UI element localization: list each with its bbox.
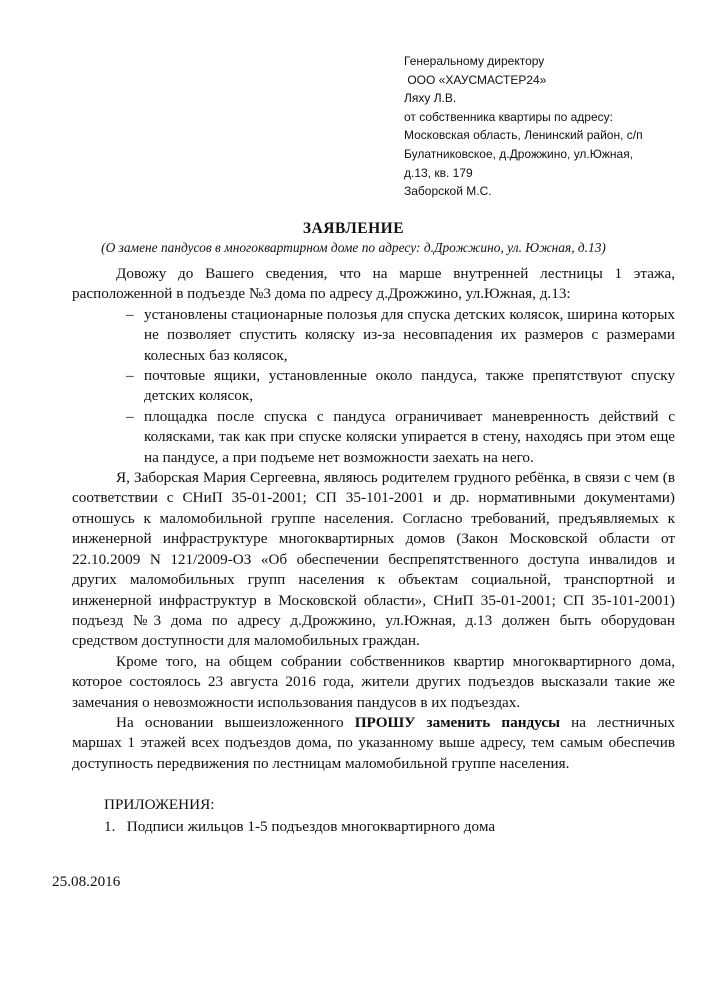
addressee-line: Заборской М.С. <box>404 184 492 199</box>
document-date: 25.08.2016 <box>52 873 121 890</box>
issue-text: установлены стационарные полозья для спуска детских колясок, ширина которых не позволяет спустить коляску из-за несовпадения их размеров с размерами колесных баз колясок, <box>144 305 675 364</box>
meeting-paragraph: Кроме того, на общем собрании собственников квартир многоквартирного дома, которое состоялось 23 августа 2016 года, жители других подъездов высказали такие же замечания о невозможности использования пандусов в их подъездах. <box>72 652 675 711</box>
document-title: ЗАЯВЛЕНИЕ <box>302 220 405 237</box>
issue-text: почтовые ящики, установленные около пандуса, также препятствуют спуску детских колясок, <box>144 367 675 405</box>
attachment-item <box>104 816 664 838</box>
list-item <box>72 305 675 366</box>
request-before: На основании вышеизложенного <box>116 713 355 731</box>
addressee-line: Генеральному директору <box>404 54 545 68</box>
attachments-block <box>104 794 664 837</box>
addressee-block <box>404 52 684 201</box>
addressee-line: ООО «ХАУСМАСТЕР24» <box>404 72 547 87</box>
parent-paragraph: Я, Заборская Мария Сергеевна, являюсь родителем грудного ребёнка, в связи с чем (в соответствии с СНиП 35-01-2001; СП 35-101-2001 и др. нормативными документами) отношусь к маломобильной группе населения. Согласно требований, предъявляемых к инженерной инфраструктуре многоквартирных домов (Закон Московской области от 22.10.2009 N 121/2009-ОЗ «Об обеспечении беспрепятственного доступа инвалидов и других маломобильных групп населения к объектам социальной, транспортной и инженерной инфраструктур в Московской области», СНиП 35-01-2001; СП 35-101-2001) подъезд №3 дома по адресу д.Дрожжино, ул.Южная, д.13 должен быть оборудован средством доступности для маломобильных граждан. <box>72 469 675 650</box>
dash-bullet: – <box>126 367 134 385</box>
list-item <box>72 366 675 407</box>
intro-paragraph: Довожу до Вашего сведения, что на марше внутренней лестницы 1 этажа, расположенной в подъезде №3 дома по адресу д.Дрожжино, ул.Южная, д.13: <box>72 265 675 303</box>
request-after: на лестничных маршах 1 этажей всех подъездов дома, по указанному выше адресу, тем самым обеспечив доступность передвижения по лестницам маломобильной группе населения. <box>72 713 675 772</box>
issues-list <box>72 305 675 468</box>
addressee-line: Булатниковское, д.Дрожжино, ул.Южная, <box>404 146 634 161</box>
dash-bullet: – <box>126 305 134 323</box>
addressee-line: Московская область, Ленинский район, с/п <box>404 128 643 143</box>
document-body <box>72 264 675 774</box>
request-bold: ПРОШУ заменить пандусы <box>354 713 560 731</box>
addressee-line: от собственника квартиры по адресу: <box>404 109 613 124</box>
addressee-line: Ляху Л.В. <box>404 91 457 106</box>
attachments-heading: ПРИЛОЖЕНИЯ: <box>104 796 215 813</box>
request-paragraph <box>72 713 675 774</box>
addressee-line: д.13, кв. 179 <box>404 165 473 180</box>
attachment-text: Подписи жильцов 1-5 подъездов многоквартирного дома <box>123 817 496 835</box>
document-subtitle: (О замене пандусов в многоквартирном доме по адресу: д.Дрожжино, ул. Южная, д.13) <box>101 240 606 255</box>
attachment-number: 1. <box>104 817 116 835</box>
dash-bullet: – <box>126 407 134 425</box>
issue-text: площадка после спуска с пандуса ограничивает маневренность действий с колясками, так как при спуске коляски упирается в стену, находясь при этом еще на пандусе, а при подъеме нет возможности заехать на него. <box>144 407 675 466</box>
list-item <box>72 407 675 468</box>
